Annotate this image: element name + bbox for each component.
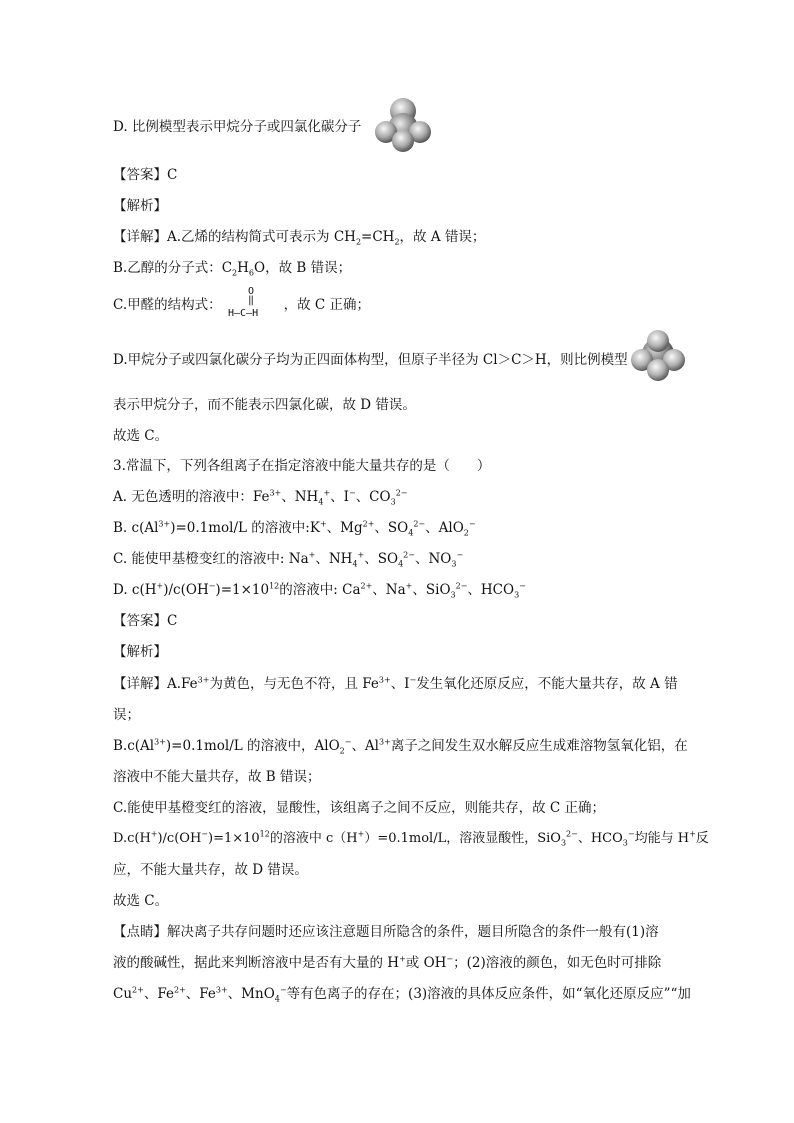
t: 2+ bbox=[362, 519, 375, 529]
t: 2− bbox=[403, 550, 415, 560]
tip-line-1 bbox=[113, 923, 659, 941]
t: + bbox=[323, 488, 331, 498]
t: 或 OH bbox=[405, 955, 447, 971]
t: 、SO bbox=[374, 520, 409, 536]
t: 的溶液中 c（H bbox=[269, 831, 358, 846]
t: 12 bbox=[259, 829, 270, 839]
t: 故选 C。 bbox=[113, 893, 169, 909]
t: 、NH bbox=[315, 551, 353, 567]
t: 3.常温下，下列各组离子在指定溶液中能大量共存的是（ ） bbox=[113, 458, 491, 474]
t: 等有色离子的存在；(3)溶液的具体反应条件，如“氧化还原反应”“加 bbox=[286, 986, 691, 1002]
t: 3 bbox=[450, 590, 456, 600]
t: 为黄色，与无色不符，且 Fe bbox=[209, 676, 379, 692]
t: 2− bbox=[395, 488, 408, 498]
answer-label-1 bbox=[113, 166, 177, 184]
t: 4 bbox=[408, 528, 414, 538]
choose-line-2 bbox=[113, 892, 168, 910]
t: − bbox=[279, 985, 287, 995]
t: + bbox=[689, 829, 696, 839]
t: − bbox=[409, 675, 417, 685]
t: C. 能使甲基橙变红的溶液中: Na bbox=[113, 551, 309, 567]
t: 、NH bbox=[281, 489, 319, 505]
t: ；(2)溶液的颜色，如无色时可排除 bbox=[453, 955, 662, 971]
t: 3+ bbox=[154, 737, 166, 747]
tip-line-2 bbox=[113, 954, 661, 972]
t: 、SiO bbox=[412, 582, 451, 598]
formula-chain: H—C—H bbox=[228, 308, 259, 319]
t: 【详解】A.乙烯的结构简式可表示为 CH bbox=[113, 229, 356, 245]
t: C.甲醛的结构式： bbox=[113, 297, 222, 313]
t: 、MnO bbox=[227, 986, 275, 1002]
t: 12 bbox=[269, 581, 280, 591]
t: 、NO bbox=[414, 551, 452, 567]
t: 3+ bbox=[158, 519, 171, 529]
t: 、Na bbox=[372, 582, 406, 598]
detail-3c-line bbox=[113, 799, 605, 817]
t: 2 bbox=[355, 237, 362, 247]
answer-label-2 bbox=[113, 612, 177, 630]
t: 2 bbox=[463, 528, 469, 538]
t: 发生氧化还原反应，不能大量共存，故 A 错 bbox=[416, 676, 678, 692]
t: 、Fe bbox=[143, 986, 174, 1002]
t: 3+ bbox=[269, 488, 282, 498]
t: + bbox=[319, 519, 327, 529]
t: 【解析】 bbox=[113, 644, 167, 660]
methane-space-filling-model-image-2 bbox=[630, 330, 686, 382]
t: 3 bbox=[514, 590, 520, 600]
t: + bbox=[357, 550, 365, 560]
t: 、Fe bbox=[185, 986, 216, 1002]
detail-3a-cont bbox=[113, 706, 140, 724]
t: C.能使甲基橙变红的溶液，显酸性，该组离子之间不反应，则能共存，故 C 正确； bbox=[113, 800, 606, 816]
t: + bbox=[357, 829, 365, 839]
t: 、Mg bbox=[326, 520, 363, 536]
t: 3+ bbox=[379, 737, 391, 747]
t: 4 bbox=[398, 559, 404, 569]
t: 3 bbox=[390, 497, 396, 507]
formula-double-bond: ‖ bbox=[248, 295, 255, 306]
t: − bbox=[468, 519, 476, 529]
t: D.甲烷分子或四氯化碳分子均为正四面体构型，但原子半径为 Cl＞C＞H，则比例模型 bbox=[113, 352, 628, 368]
t: B.乙醇的分子式：C bbox=[113, 260, 233, 276]
t: (1) bbox=[626, 924, 646, 940]
t: ，故 C 正确； bbox=[283, 297, 371, 313]
detail-d-cont bbox=[113, 396, 416, 414]
t: 离子之间发生双水解反应生成难溶物氢氧化铝，在 bbox=[390, 738, 688, 754]
t: 、AlO bbox=[425, 520, 464, 536]
q3-option-a bbox=[113, 488, 407, 506]
t: − bbox=[208, 581, 216, 591]
t: − bbox=[456, 550, 464, 560]
detail-b-line bbox=[113, 259, 351, 277]
t: 2+ bbox=[132, 985, 144, 995]
t: 6 bbox=[248, 268, 255, 278]
analysis-label-1 bbox=[113, 197, 167, 215]
t: )=0.1mol/L 的溶液中，AlO bbox=[165, 738, 340, 754]
t: D. c(H bbox=[113, 582, 157, 598]
q3-option-c bbox=[113, 550, 463, 568]
t: B.c(Al bbox=[113, 738, 155, 754]
t: D.c(H bbox=[113, 831, 151, 846]
t: 均能与 H bbox=[634, 831, 690, 846]
t: Cu bbox=[113, 986, 133, 1002]
t: + bbox=[399, 954, 406, 964]
t: 4 bbox=[318, 497, 324, 507]
t: 3+ bbox=[197, 675, 210, 685]
t: 溶液中不能大量共存，故 B 错误； bbox=[113, 769, 321, 785]
detail-3d-cont bbox=[113, 861, 308, 879]
t: 3 bbox=[622, 838, 628, 848]
t: 2 bbox=[232, 268, 238, 278]
t: A. 无色透明的溶液中：Fe bbox=[113, 489, 270, 505]
t: )=1×10 bbox=[215, 582, 270, 598]
analysis-text-1: 【解析】 bbox=[113, 198, 167, 214]
methane-space-filling-model-image bbox=[373, 98, 433, 154]
detail-3b-cont bbox=[113, 768, 321, 786]
t: 故选 C。 bbox=[113, 428, 169, 444]
t: =CH bbox=[361, 229, 395, 245]
t: 、CO bbox=[355, 489, 391, 505]
detail-a-line bbox=[113, 228, 485, 246]
t: − bbox=[446, 954, 454, 964]
t: )=0.1mol/L 的溶液中:K bbox=[170, 520, 320, 536]
t: 的溶液中: Ca bbox=[279, 582, 361, 598]
t: H bbox=[237, 260, 249, 276]
q3-option-d bbox=[113, 581, 526, 599]
t: + bbox=[308, 550, 316, 560]
t: 2+ bbox=[360, 581, 373, 591]
t: − bbox=[519, 581, 526, 591]
t: )=1×10 bbox=[208, 831, 260, 846]
t: + bbox=[156, 581, 164, 591]
t: )/c(OH bbox=[157, 831, 202, 846]
tip-line-3 bbox=[113, 985, 691, 1003]
t: 4 bbox=[352, 559, 358, 569]
t: 反 bbox=[695, 831, 709, 846]
t: ）=0.1mol/L，溶液显酸性，SiO bbox=[364, 831, 561, 846]
t: 2− bbox=[455, 581, 468, 591]
t: 、HCO bbox=[577, 831, 623, 846]
option-d-line bbox=[113, 118, 361, 136]
t: B. c(Al bbox=[113, 520, 159, 536]
t: 2+ bbox=[173, 985, 186, 995]
t: 2 bbox=[339, 746, 345, 756]
t: 误； bbox=[113, 707, 140, 723]
answer-text-1: 【答案】C bbox=[113, 167, 178, 183]
t: )/c(OH bbox=[163, 582, 209, 598]
t: 3+ bbox=[378, 675, 391, 685]
t: 2 bbox=[394, 237, 400, 247]
t: 溶 bbox=[645, 924, 659, 940]
t: 、I bbox=[330, 489, 349, 505]
t: 2− bbox=[566, 829, 578, 839]
question-3-stem bbox=[113, 457, 490, 475]
formaldehyde-structural-formula bbox=[228, 286, 288, 322]
t: + bbox=[150, 829, 158, 839]
formula-o: O bbox=[248, 286, 255, 297]
choose-line-1 bbox=[113, 427, 168, 445]
t: 、SO bbox=[364, 551, 399, 567]
detail-3d-line bbox=[113, 830, 709, 848]
detail-3b-line bbox=[113, 737, 688, 755]
analysis-label-2 bbox=[113, 643, 167, 661]
t: 、Al bbox=[351, 738, 380, 754]
t: O，故 B 错误； bbox=[254, 260, 352, 276]
t: 【详解】A.Fe bbox=[113, 676, 198, 692]
t: 2− bbox=[413, 519, 426, 529]
t: ，故 A 错误； bbox=[399, 229, 486, 245]
q3-option-b bbox=[113, 519, 476, 537]
t: 4 bbox=[274, 994, 280, 1004]
t: 【点睛】解决离子共存问题时还应该注意题目所隐含的条件，题目所隐含的条件一般有 bbox=[113, 924, 626, 940]
t: 、HCO bbox=[467, 582, 515, 598]
t: − bbox=[201, 829, 208, 839]
t: − bbox=[348, 488, 356, 498]
detail-3a-line bbox=[113, 675, 678, 693]
t: 3+ bbox=[215, 985, 228, 995]
t: 【答案】C bbox=[113, 613, 178, 629]
detail-d-line bbox=[113, 351, 628, 369]
t: 3 bbox=[560, 838, 567, 848]
option-d-text: D. 比例模型表示甲烷分子或四氯化碳分子 bbox=[113, 119, 362, 135]
t: 、I bbox=[390, 676, 410, 692]
t: − bbox=[627, 829, 635, 839]
t: 3 bbox=[451, 559, 457, 569]
t: 液的酸碱性，据此来判断溶液中是否有大量的 H bbox=[113, 955, 400, 971]
t: + bbox=[405, 581, 413, 591]
t: 应，不能大量共存，故 D 错误。 bbox=[113, 862, 308, 878]
t: − bbox=[344, 737, 352, 747]
t: 表示甲烷分子，而不能表示四氯化碳，故 D 错误。 bbox=[113, 397, 416, 413]
